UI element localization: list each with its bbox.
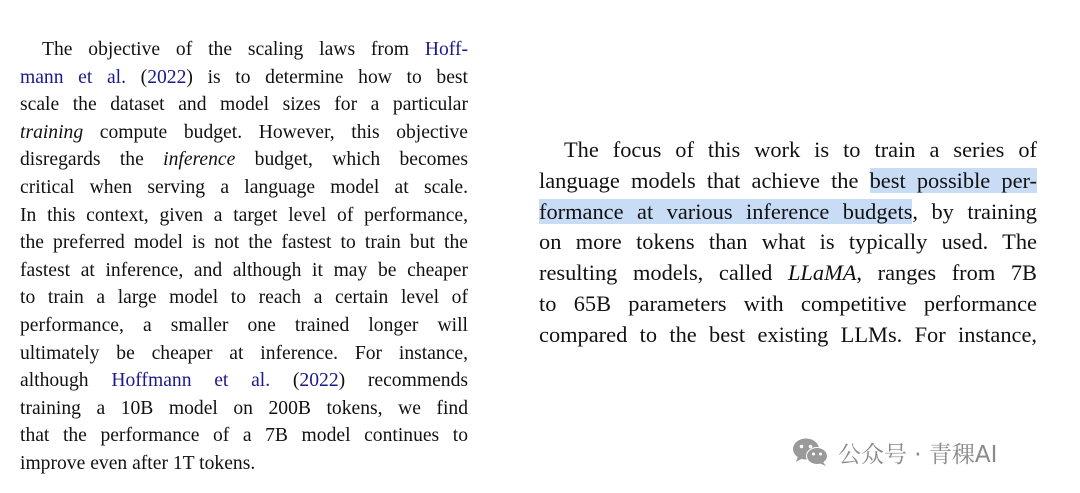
body-text: to train a large model to reach a certain level of	[20, 287, 468, 309]
highlighted-text: formance at various inference budgets	[539, 198, 913, 224]
right_paragraph-line	[539, 289, 1037, 320]
body-text: ultimately be cheaper at inference. For instance,	[20, 342, 468, 364]
body-text: language models that achieve the	[539, 167, 870, 193]
body-text: In this context, given a target level of performance,	[20, 204, 468, 226]
left_paragraph-line	[20, 36, 468, 64]
right-paragraph	[539, 135, 1037, 351]
body-text: improve even after 1T tokens.	[20, 452, 256, 474]
right_paragraph-line	[539, 166, 1037, 197]
body-text: although	[20, 370, 112, 392]
watermark-text: 公众号 · 青稞AI	[838, 441, 998, 468]
body-text: (	[126, 66, 148, 88]
citation-link[interactable]: 2022	[299, 370, 339, 392]
left_paragraph-line	[20, 119, 468, 147]
left_paragraph-line	[20, 146, 468, 174]
citation-link[interactable]: Hoff-	[424, 39, 468, 60]
body-text: ) is to determine how to best	[186, 66, 468, 88]
body-text: fastest at inference, and although it may be cheaper	[20, 259, 468, 281]
left_paragraph-line	[20, 174, 468, 202]
left_paragraph-line	[20, 422, 468, 450]
emphasis-text: inference	[163, 149, 236, 171]
left_paragraph-line	[20, 64, 468, 92]
body-text: performance, a smaller one trained longer will	[20, 314, 468, 336]
right_paragraph-line	[539, 258, 1037, 289]
left_paragraph-line	[20, 340, 468, 368]
body-text: ) recommends	[338, 370, 468, 392]
citation-link[interactable]: Hoffmann et al.	[111, 370, 271, 392]
body-text: training a 10B model on 200B tokens, we find	[20, 397, 468, 419]
highlighted-text: best possible per-	[869, 167, 1037, 193]
body-text: that the performance of a 7B model continues to	[20, 425, 468, 447]
wechat-icon	[792, 437, 830, 467]
body-text: scale the dataset and model sizes for a particular	[20, 94, 468, 116]
left_paragraph-line	[20, 395, 468, 423]
body-text: The focus of this work is to train a series of	[564, 137, 1037, 162]
body-text: to 65B parameters with competitive performance	[539, 290, 1037, 316]
left_paragraph-line	[20, 202, 468, 230]
left_paragraph-line	[20, 312, 468, 340]
body-text: The objective of the scaling laws from	[42, 39, 425, 60]
left_paragraph-line	[20, 257, 468, 285]
body-text: the preferred model is not the fastest to train but the	[20, 232, 468, 254]
left-paragraph	[20, 36, 468, 478]
body-text: budget, which becomes	[235, 149, 469, 171]
body-text: , ranges from 7B	[856, 260, 1037, 286]
right_paragraph-line	[539, 227, 1037, 258]
body-text: disregards the	[20, 149, 164, 171]
body-text: , by training	[912, 198, 1037, 224]
body-text: compared to the best existing LLMs. For instance,	[539, 321, 1037, 347]
left_paragraph-line	[20, 91, 468, 119]
watermark	[792, 432, 997, 472]
left_paragraph-line	[20, 367, 468, 395]
citation-link[interactable]: 2022	[147, 66, 187, 88]
left_paragraph-line	[20, 284, 468, 312]
body-text: resulting models, called	[539, 260, 788, 286]
body-text: (	[270, 370, 300, 392]
left_paragraph-line	[20, 450, 468, 478]
body-text: on more tokens than what is typically used. The	[539, 229, 1037, 255]
citation-link[interactable]: mann et al.	[20, 66, 127, 88]
emphasis-text: LLaMA	[787, 260, 857, 286]
emphasis-text: training	[20, 121, 84, 143]
right_paragraph-line	[539, 197, 1037, 228]
body-text: compute budget. However, this objective	[83, 121, 468, 143]
right_paragraph-line	[539, 135, 1037, 166]
left_paragraph-line	[20, 229, 468, 257]
body-text: critical when serving a language model at scale.	[20, 176, 468, 198]
right_paragraph-line	[539, 320, 1037, 351]
